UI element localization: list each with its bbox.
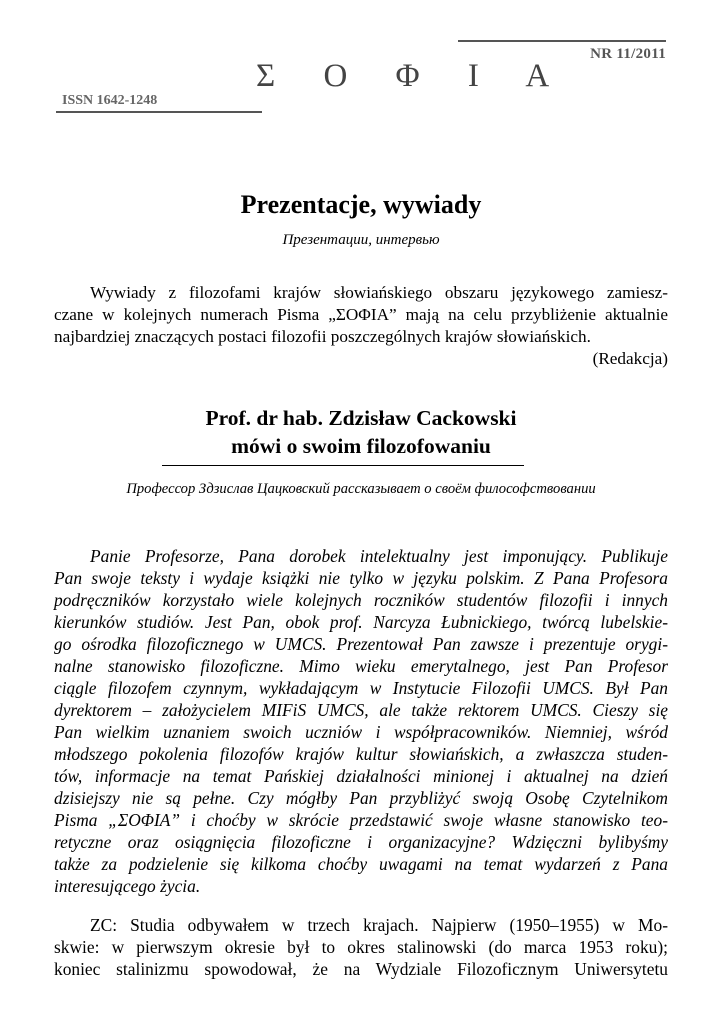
intro-line: najbardziej znaczących postaci filozofii poszczególnych krajów słowiańskich. <box>54 327 591 346</box>
question-line: kierunków studiów. Jest Pan, obok prof. Narcyza Łubnickiego, twórcą lubelskie- <box>54 612 668 632</box>
question-line: Pan swoje teksty i wydaje książki nie tylko w języku polskim. Z Pana Profesora <box>54 568 668 588</box>
issue-number: NR 11/2011 <box>590 46 666 62</box>
question-line: nalne stanowisko filozoficzne. Mimo wieku emerytalnego, jest Pan Profesor <box>54 656 668 676</box>
issn-rule <box>56 111 262 113</box>
question-line: go ośrodka filozoficznego w UMCS. Prezentował Pan zawsze i prezentuje orygi- <box>54 634 668 654</box>
question-line: Panie Profesorze, Pana dorobek intelektualny jest imponujący. Publikuje <box>90 546 668 566</box>
editorial-signature: (Redakcja) <box>592 349 668 368</box>
interview-subtitle: Профессор Здзислав Цацковский рассказывает о своём философствовании <box>126 481 596 497</box>
question-line: retyczne oraz osiągnięcia filozoficzne i organizacyjne? Wdzięczni bylibyśmy <box>54 832 668 852</box>
issn: ISSN 1642-1248 <box>62 93 158 108</box>
section-title: Prezentacje, wywiady <box>240 190 482 219</box>
question-line: dzisiejszy nie są pełne. Czy mógłby Pan przybliżyć swoją Osobę Czytelnikom <box>54 788 668 808</box>
intro-line: czane w kolejnych numerach Pisma „ΣΟΦΙΑ” mają na celu przybliżenie aktualnie <box>54 305 668 324</box>
interview-title-rule <box>162 465 524 466</box>
answer-line: ZC: Studia odbywałem w trzech krajach. Najpierw (1950–1955) w Mo- <box>90 915 668 935</box>
question-line: Pan wielkim uznaniem swoich uczniów i współpracowników. Niemniej, wśród <box>54 722 668 742</box>
journal-logo: Σ Ο Φ Ι Α <box>256 58 570 94</box>
question-line: młodszego pokolenia filozofów krajów kultur słowiańskich, a zwłaszcza studen- <box>54 744 668 764</box>
question-line: tów, informacje na temat Pańskiej działalności minionej i aktualnej na dzień <box>54 766 668 786</box>
question-line: dyrektorem – założycielem MIFiS UMCS, ale także rektorem UMCS. Cieszy się <box>54 700 668 720</box>
issue-rule <box>458 40 666 42</box>
interview-title <box>0 404 722 460</box>
answer-line: skwie: w pierwszym okresie był to okres stalinowski (do marca 1953 roku); <box>54 937 668 957</box>
question-line: także za podzielenie się kilkoma choćby uwagami na temat wydarzeń z Pana <box>54 854 668 874</box>
question-line: podręczników korzystało wiele kolejnych roczników studentów filozofii i innych <box>54 590 668 610</box>
question-line: interesującego życia. <box>54 876 201 896</box>
question-line: ciągle filozofem czynnym, wykładającym w Instytucie Filozofii UMCS. Był Pan <box>54 678 668 698</box>
interview-title-line: mówi o swoim filozofowaniu <box>231 434 491 458</box>
intro-line: Wywiady z filozofami krajów słowiańskiego obszaru językowego zamiesz- <box>90 283 668 302</box>
question-line: Pisma „ΣΟΦΙΑ” i choćby w skrócie przedstawić swoje własne stanowisko teo- <box>54 810 668 830</box>
interview-title-line: Prof. dr hab. Zdzisław Cackowski <box>205 406 517 430</box>
answer-line: koniec stalinizmu spowodował, że na Wydziale Filozoficznym Uniwersytetu <box>54 959 668 979</box>
section-subtitle: Презентации, интервью <box>282 232 440 248</box>
